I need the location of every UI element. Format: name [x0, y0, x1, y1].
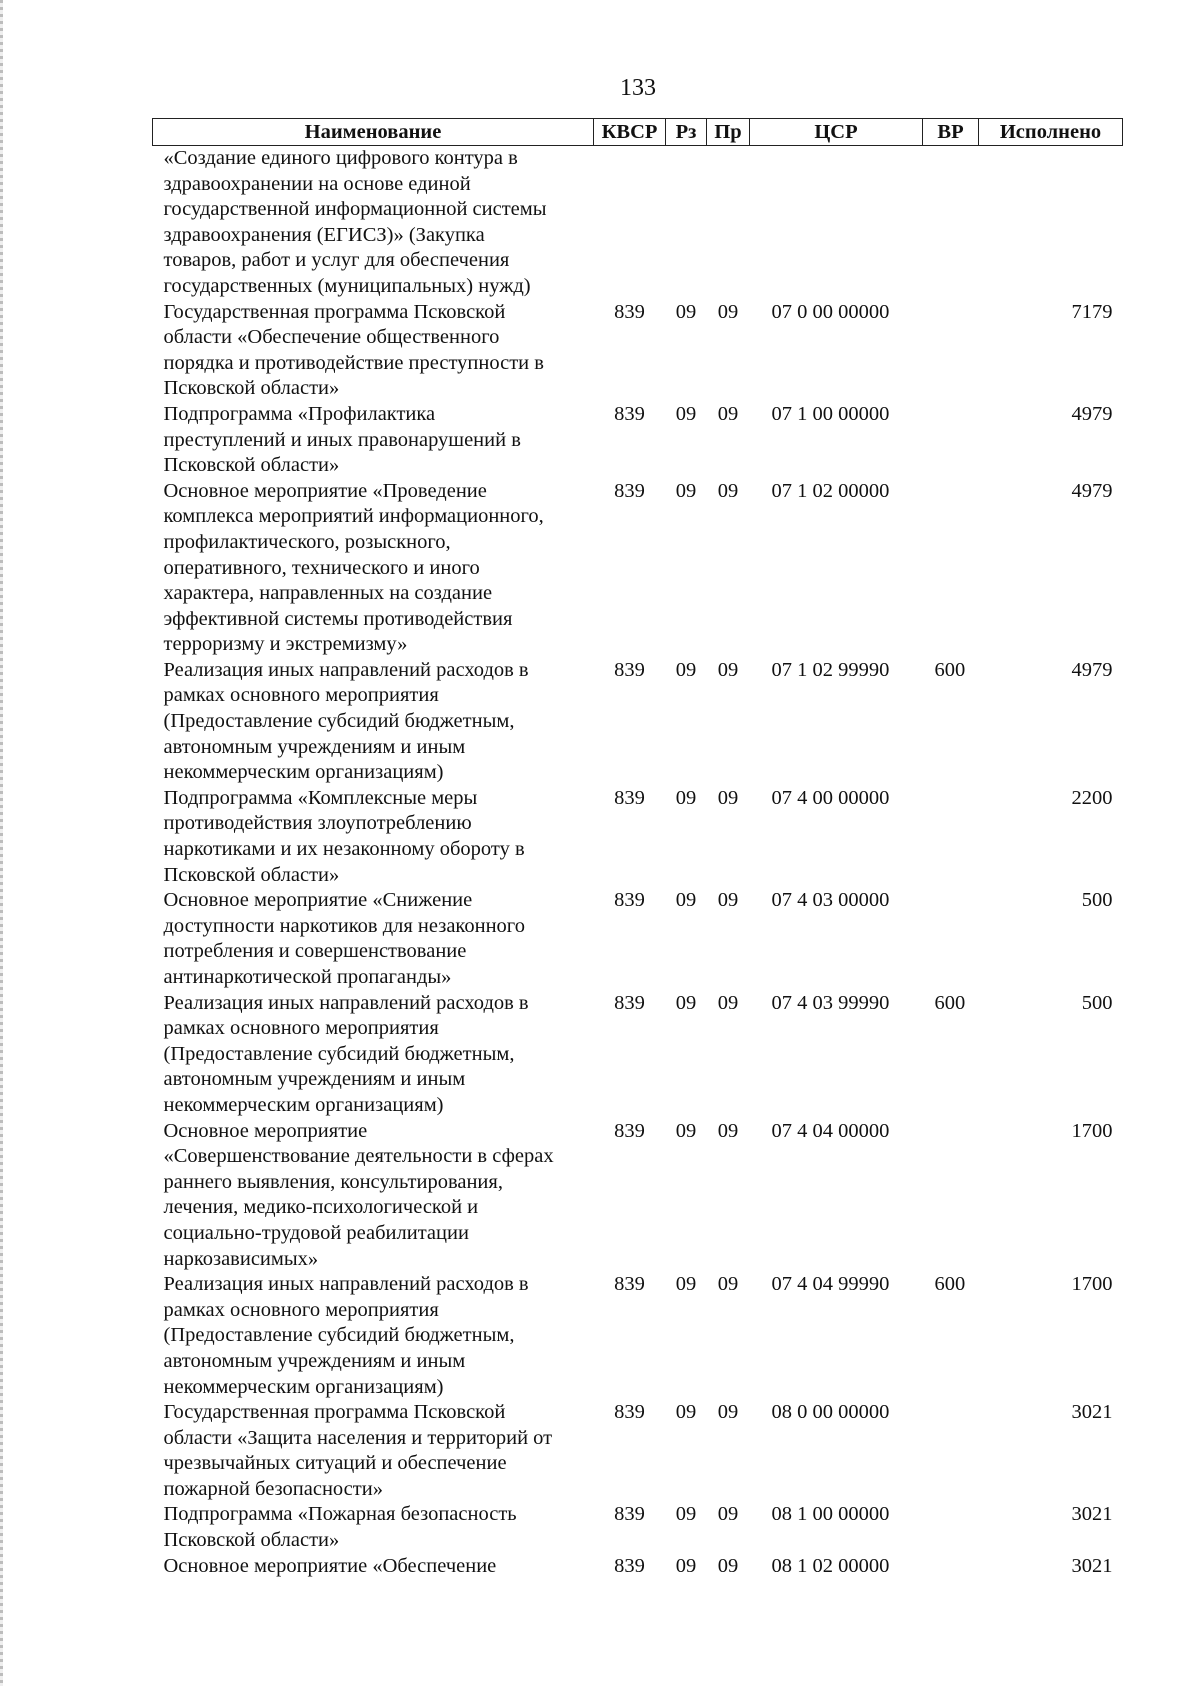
row-rz: 09	[675, 1119, 697, 1142]
row-csr: 07 1 02 00000	[771, 479, 890, 502]
row-vr	[923, 786, 979, 888]
row-name: Подпрограмма «Комплексные меры противодействия злоупотреблению наркотиками и их незаконному обороту в Псковской области»	[163, 786, 525, 886]
row-done: 500	[1081, 889, 1113, 912]
row-rz: 09	[675, 889, 697, 912]
row-rz: 09	[675, 1401, 697, 1424]
row-name: Основное мероприятие «Снижение доступности наркотиков для незаконного потребления и совершенствование антинаркотической пропаганды»	[163, 889, 525, 988]
row-rz: 09	[675, 1554, 697, 1577]
row-name: «Создание единого цифрового контура в здравоохранении на основе единой государственной информационной системы здравоохранения (ЕГИСЗ)» (Закупка товаров, работ и услуг для обеспечения государственных (муниципальных) нужд)	[163, 147, 547, 297]
row-kvsr: 839	[614, 889, 645, 912]
row-csr: 07 1 02 99990	[771, 658, 890, 681]
row-rz: 09	[675, 991, 697, 1014]
table-row	[153, 402, 1123, 479]
row-csr: 07 4 04 99990	[771, 1273, 890, 1296]
row-name: Реализация иных направлений расходов в рамках основного мероприятия (Предоставление субсидий бюджетным, автономным учреждениям и иным некоммерческим организациям)	[163, 1273, 529, 1398]
row-name: Основное мероприятие «Обеспечение	[163, 1554, 497, 1577]
row-name: Реализация иных направлений расходов в рамках основного мероприятия (Предоставление субсидий бюджетным, автономным учреждениям и иным некоммерческим организациям)	[163, 658, 529, 784]
header-vr: ВР	[923, 119, 979, 146]
row-vr	[923, 300, 979, 402]
table-row	[153, 991, 1123, 1119]
scan-left-edge	[0, 0, 3, 1686]
row-done: 3021	[1071, 1401, 1113, 1424]
header-name: Наименование	[153, 119, 594, 146]
row-done: 3021	[1071, 1503, 1113, 1526]
table-row	[153, 1554, 1123, 1580]
table-row	[153, 658, 1123, 786]
row-done: 4979	[1071, 402, 1113, 425]
row-csr: 08 0 00 00000	[771, 1401, 890, 1424]
header-rz: Рз	[666, 119, 707, 146]
row-csr: 07 4 04 00000	[771, 1119, 890, 1142]
row-kvsr: 839	[614, 1401, 645, 1424]
row-vr	[923, 479, 979, 658]
row-rz: 09	[675, 1503, 697, 1526]
row-name: Государственная программа Псковской области «Обеспечение общественного порядка и противодействие преступности в Псковской области»	[163, 300, 544, 400]
row-kvsr: 839	[614, 1554, 645, 1577]
row-pr: 09	[717, 1503, 739, 1526]
row-kvsr: 839	[614, 658, 645, 681]
table-row	[153, 888, 1123, 990]
budget-table	[152, 118, 1123, 1579]
row-done: 4979	[1071, 658, 1113, 681]
row-pr: 09	[717, 1554, 739, 1577]
row-pr: 09	[717, 889, 739, 912]
table-row	[153, 1272, 1123, 1400]
row-kvsr: 839	[614, 402, 645, 425]
row-name: Подпрограмма «Профилактика преступлений и иных правонарушений в Псковской области»	[163, 402, 521, 477]
row-vr	[923, 402, 979, 479]
table-row	[153, 1119, 1123, 1273]
row-csr: 08 1 02 00000	[771, 1554, 890, 1577]
table-row	[153, 146, 1123, 300]
row-done: 1700	[1071, 1273, 1113, 1296]
table-row	[153, 479, 1123, 658]
row-pr: 09	[717, 300, 739, 323]
table-row	[153, 300, 1123, 402]
row-name: Подпрограмма «Пожарная безопасность Псковской области»	[163, 1503, 517, 1552]
row-rz: 09	[675, 658, 697, 681]
row-vr: 600	[934, 658, 966, 681]
row-vr	[923, 1554, 979, 1580]
row-done: 3021	[1071, 1554, 1113, 1577]
header-pr: Пр	[707, 119, 750, 146]
row-vr: 600	[934, 991, 966, 1014]
row-rz: 09	[675, 479, 697, 502]
row-kvsr: 839	[614, 1273, 645, 1296]
row-vr	[923, 888, 979, 990]
row-done	[979, 146, 1123, 300]
row-pr: 09	[717, 1273, 739, 1296]
row-kvsr: 839	[614, 300, 645, 323]
header-kvsr: КВСР	[594, 119, 666, 146]
row-pr: 09	[717, 991, 739, 1014]
table-body	[153, 146, 1123, 1580]
table-header	[153, 119, 1123, 146]
row-csr: 07 1 00 00000	[771, 402, 890, 425]
row-vr	[923, 146, 979, 300]
row-rz: 09	[675, 786, 697, 809]
row-pr	[707, 146, 750, 300]
row-rz: 09	[675, 1273, 697, 1296]
table-row	[153, 1400, 1123, 1502]
row-csr: 07 4 03 00000	[771, 889, 890, 912]
header-done: Исполнено	[979, 119, 1123, 146]
row-pr: 09	[717, 786, 739, 809]
table-row	[153, 786, 1123, 888]
row-csr: 08 1 00 00000	[771, 1503, 890, 1526]
row-name: Реализация иных направлений расходов в рамках основного мероприятия (Предоставление субсидий бюджетным, автономным учреждениям и иным некоммерческим организациям)	[163, 991, 529, 1116]
row-done: 2200	[1071, 786, 1113, 809]
row-done: 7179	[1071, 300, 1113, 323]
row-vr: 600	[934, 1273, 966, 1296]
row-done: 1700	[1071, 1119, 1113, 1142]
row-vr	[923, 1502, 979, 1553]
row-kvsr	[594, 146, 666, 300]
row-kvsr: 839	[614, 479, 645, 502]
row-rz: 09	[675, 300, 697, 323]
row-csr: 07 0 00 00000	[771, 300, 890, 323]
row-pr: 09	[717, 658, 739, 681]
row-csr: 07 4 03 99990	[771, 991, 890, 1014]
row-pr: 09	[717, 1119, 739, 1142]
row-pr: 09	[717, 479, 739, 502]
row-rz	[666, 146, 707, 300]
row-csr	[750, 146, 923, 300]
row-vr	[923, 1400, 979, 1502]
page-number: 133	[620, 75, 656, 101]
row-name: Основное мероприятие «Совершенствование деятельности в сферах раннего выявления, консультирования, лечения, медико-психологической и социально-трудовой реабилитации наркозависимых»	[163, 1119, 554, 1270]
row-kvsr: 839	[614, 991, 645, 1014]
row-done: 500	[1081, 991, 1113, 1014]
row-done: 4979	[1071, 479, 1113, 502]
row-name: Основное мероприятие «Проведение комплекса мероприятий информационного, профилактического, розыскного, оперативного, технического и иного характера, направленных на создание эффективной системы противодействия терроризму и экстремизму»	[163, 479, 544, 656]
row-rz: 09	[675, 402, 697, 425]
row-name: Государственная программа Псковской области «Защита населения и территорий от чрезвычайных ситуаций и обеспечение пожарной безопасности»	[163, 1401, 553, 1500]
row-pr: 09	[717, 402, 739, 425]
row-pr: 09	[717, 1401, 739, 1424]
table-row	[153, 1502, 1123, 1553]
row-csr: 07 4 00 00000	[771, 786, 890, 809]
row-kvsr: 839	[614, 1119, 645, 1142]
row-kvsr: 839	[614, 786, 645, 809]
header-csr: ЦСР	[750, 119, 923, 146]
row-vr	[923, 1119, 979, 1273]
header-row	[153, 119, 1123, 146]
row-kvsr: 839	[614, 1503, 645, 1526]
